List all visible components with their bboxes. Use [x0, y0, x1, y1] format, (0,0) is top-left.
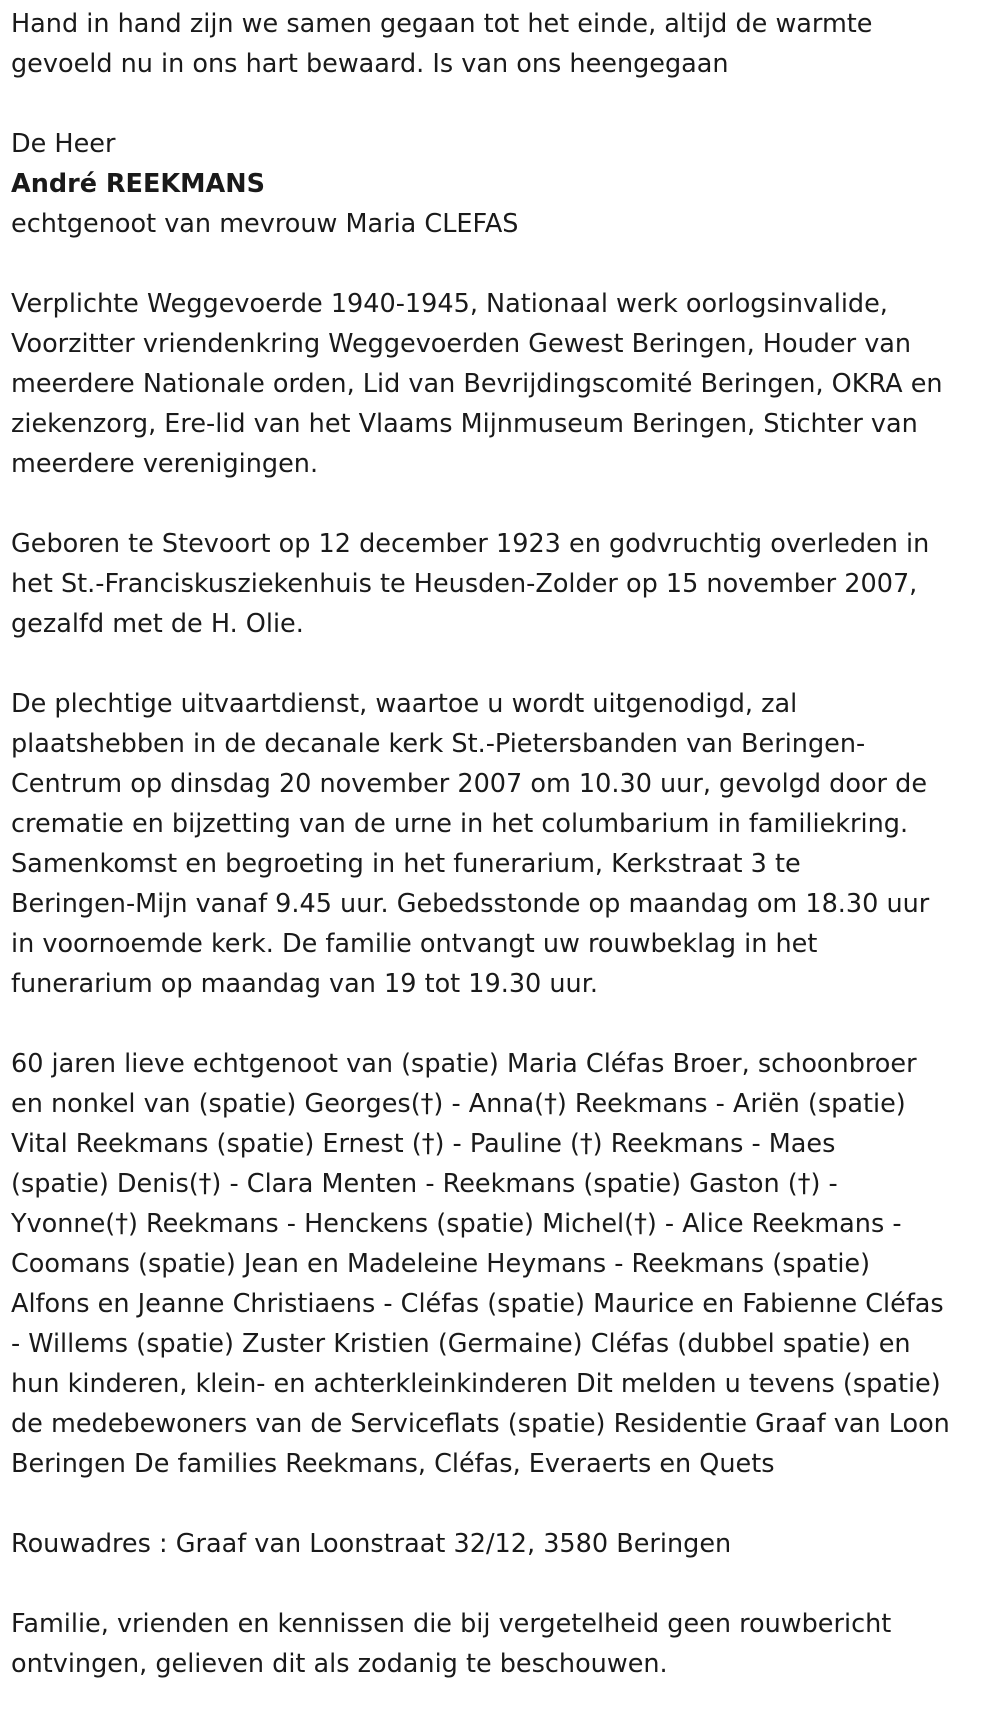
funeral-line: Beringen-Mijn vanaf 9.45 uur. Gebedsstonde op maandag om 18.30 uur: [11, 889, 930, 919]
family-line: en nonkel van (spatie) Georges(†) - Anna(†) Reekmans - Ariën (spatie): [11, 1089, 906, 1119]
funeral-line: plaatshebben in de decanale kerk St.-Pietersbanden van Beringen-: [11, 729, 866, 759]
family-line: Alfons en Jeanne Christiaens - Cléfas (spatie) Maurice en Fabienne Cléfas: [11, 1289, 944, 1319]
spacer: [11, 644, 1000, 684]
closing-line: ontvingen, gelieven dit als zodanig te beschouwen.: [11, 1649, 668, 1679]
intro-line: Hand in hand zijn we samen gegaan tot het einde, altijd de warmte: [11, 9, 873, 39]
address-line: Rouwadres : Graaf van Loonstraat 32/12, 3580 Beringen: [11, 1529, 732, 1559]
family-paragraph: [11, 1044, 1000, 1484]
bio-paragraph: [11, 284, 1000, 484]
family-line: Yvonne(†) Reekmans - Henckens (spatie) Michel(†) - Alice Reekmans -: [11, 1209, 902, 1239]
family-line: Beringen De families Reekmans, Cléfas, Everaerts en Quets: [11, 1449, 775, 1479]
birth-death-paragraph: [11, 524, 1000, 644]
spacer: [11, 244, 1000, 284]
closing-paragraph: [11, 1604, 1000, 1684]
family-line: (spatie) Denis(†) - Clara Menten - Reekmans (spatie) Gaston (†) -: [11, 1169, 838, 1199]
address-paragraph: [11, 1524, 1000, 1564]
spouse-line-text: echtgenoot van mevrouw Maria CLEFAS: [11, 209, 519, 239]
bio-line: ziekenzorg, Ere-lid van het Vlaams Mijnmuseum Beringen, Stichter van: [11, 409, 918, 439]
closing-line: Familie, vrienden en kennissen die bij vergetelheid geen rouwbericht: [11, 1609, 892, 1639]
spacer: [11, 84, 1000, 124]
birth-death-line: gezalfd met de H. Olie.: [11, 609, 304, 639]
spouse-line: [11, 204, 1000, 244]
family-line: Vital Reekmans (spatie) Ernest (†) - Pauline (†) Reekmans - Maes: [11, 1129, 836, 1159]
funeral-line: crematie en bijzetting van de urne in het columbarium in familiekring.: [11, 809, 909, 839]
family-line: de medebewoners van de Serviceflats (spatie) Residentie Graaf van Loon: [11, 1409, 950, 1439]
bio-line: meerdere Nationale orden, Lid van Bevrijdingscomité Beringen, OKRA en: [11, 369, 943, 399]
spacer: [11, 1004, 1000, 1044]
deceased-name: [11, 164, 1000, 204]
spacer: [11, 1484, 1000, 1524]
spacer: [11, 484, 1000, 524]
bio-line: meerdere verenigingen.: [11, 449, 319, 479]
bio-line: Verplichte Weggevoerde 1940-1945, Nationaal werk oorlogsinvalide,: [11, 289, 888, 319]
funeral-line: De plechtige uitvaartdienst, waartoe u wordt uitgenodigd, zal: [11, 689, 798, 719]
family-line: 60 jaren lieve echtgenoot van (spatie) Maria Cléfas Broer, schoonbroer: [11, 1049, 917, 1079]
family-line: - Willems (spatie) Zuster Kristien (Germaine) Cléfas (dubbel spatie) en: [11, 1329, 911, 1359]
funeral-line: Centrum op dinsdag 20 november 2007 om 10.30 uur, gevolgd door de: [11, 769, 928, 799]
family-line: Coomans (spatie) Jean en Madeleine Heymans - Reekmans (spatie): [11, 1249, 871, 1279]
bio-line: Voorzitter vriendenkring Weggevoerden Gewest Beringen, Houder van: [11, 329, 912, 359]
birth-death-line: Geboren te Stevoort op 12 december 1923 en godvruchtig overleden in: [11, 529, 930, 559]
funeral-line: in voornoemde kerk. De familie ontvangt uw rouwbeklag in het: [11, 929, 818, 959]
funeral-paragraph: [11, 684, 1000, 1004]
funeral-line: funerarium op maandag van 19 tot 19.30 uur.: [11, 969, 598, 999]
birth-death-line: het St.-Franciskusziekenhuis te Heusden-Zolder op 15 november 2007,: [11, 569, 918, 599]
intro-paragraph: [11, 0, 1000, 84]
salutation-text: De Heer: [11, 129, 116, 159]
deceased-name-text: André REEKMANS: [11, 169, 265, 199]
salutation: [11, 124, 1000, 164]
intro-line: gevoeld nu in ons hart bewaard. Is van ons heengegaan: [11, 49, 729, 79]
funeral-line: Samenkomst en begroeting in het funerarium, Kerkstraat 3 te: [11, 849, 801, 879]
family-line: hun kinderen, klein- en achterkleinkinderen Dit melden u tevens (spatie): [11, 1369, 941, 1399]
spacer: [11, 1564, 1000, 1604]
